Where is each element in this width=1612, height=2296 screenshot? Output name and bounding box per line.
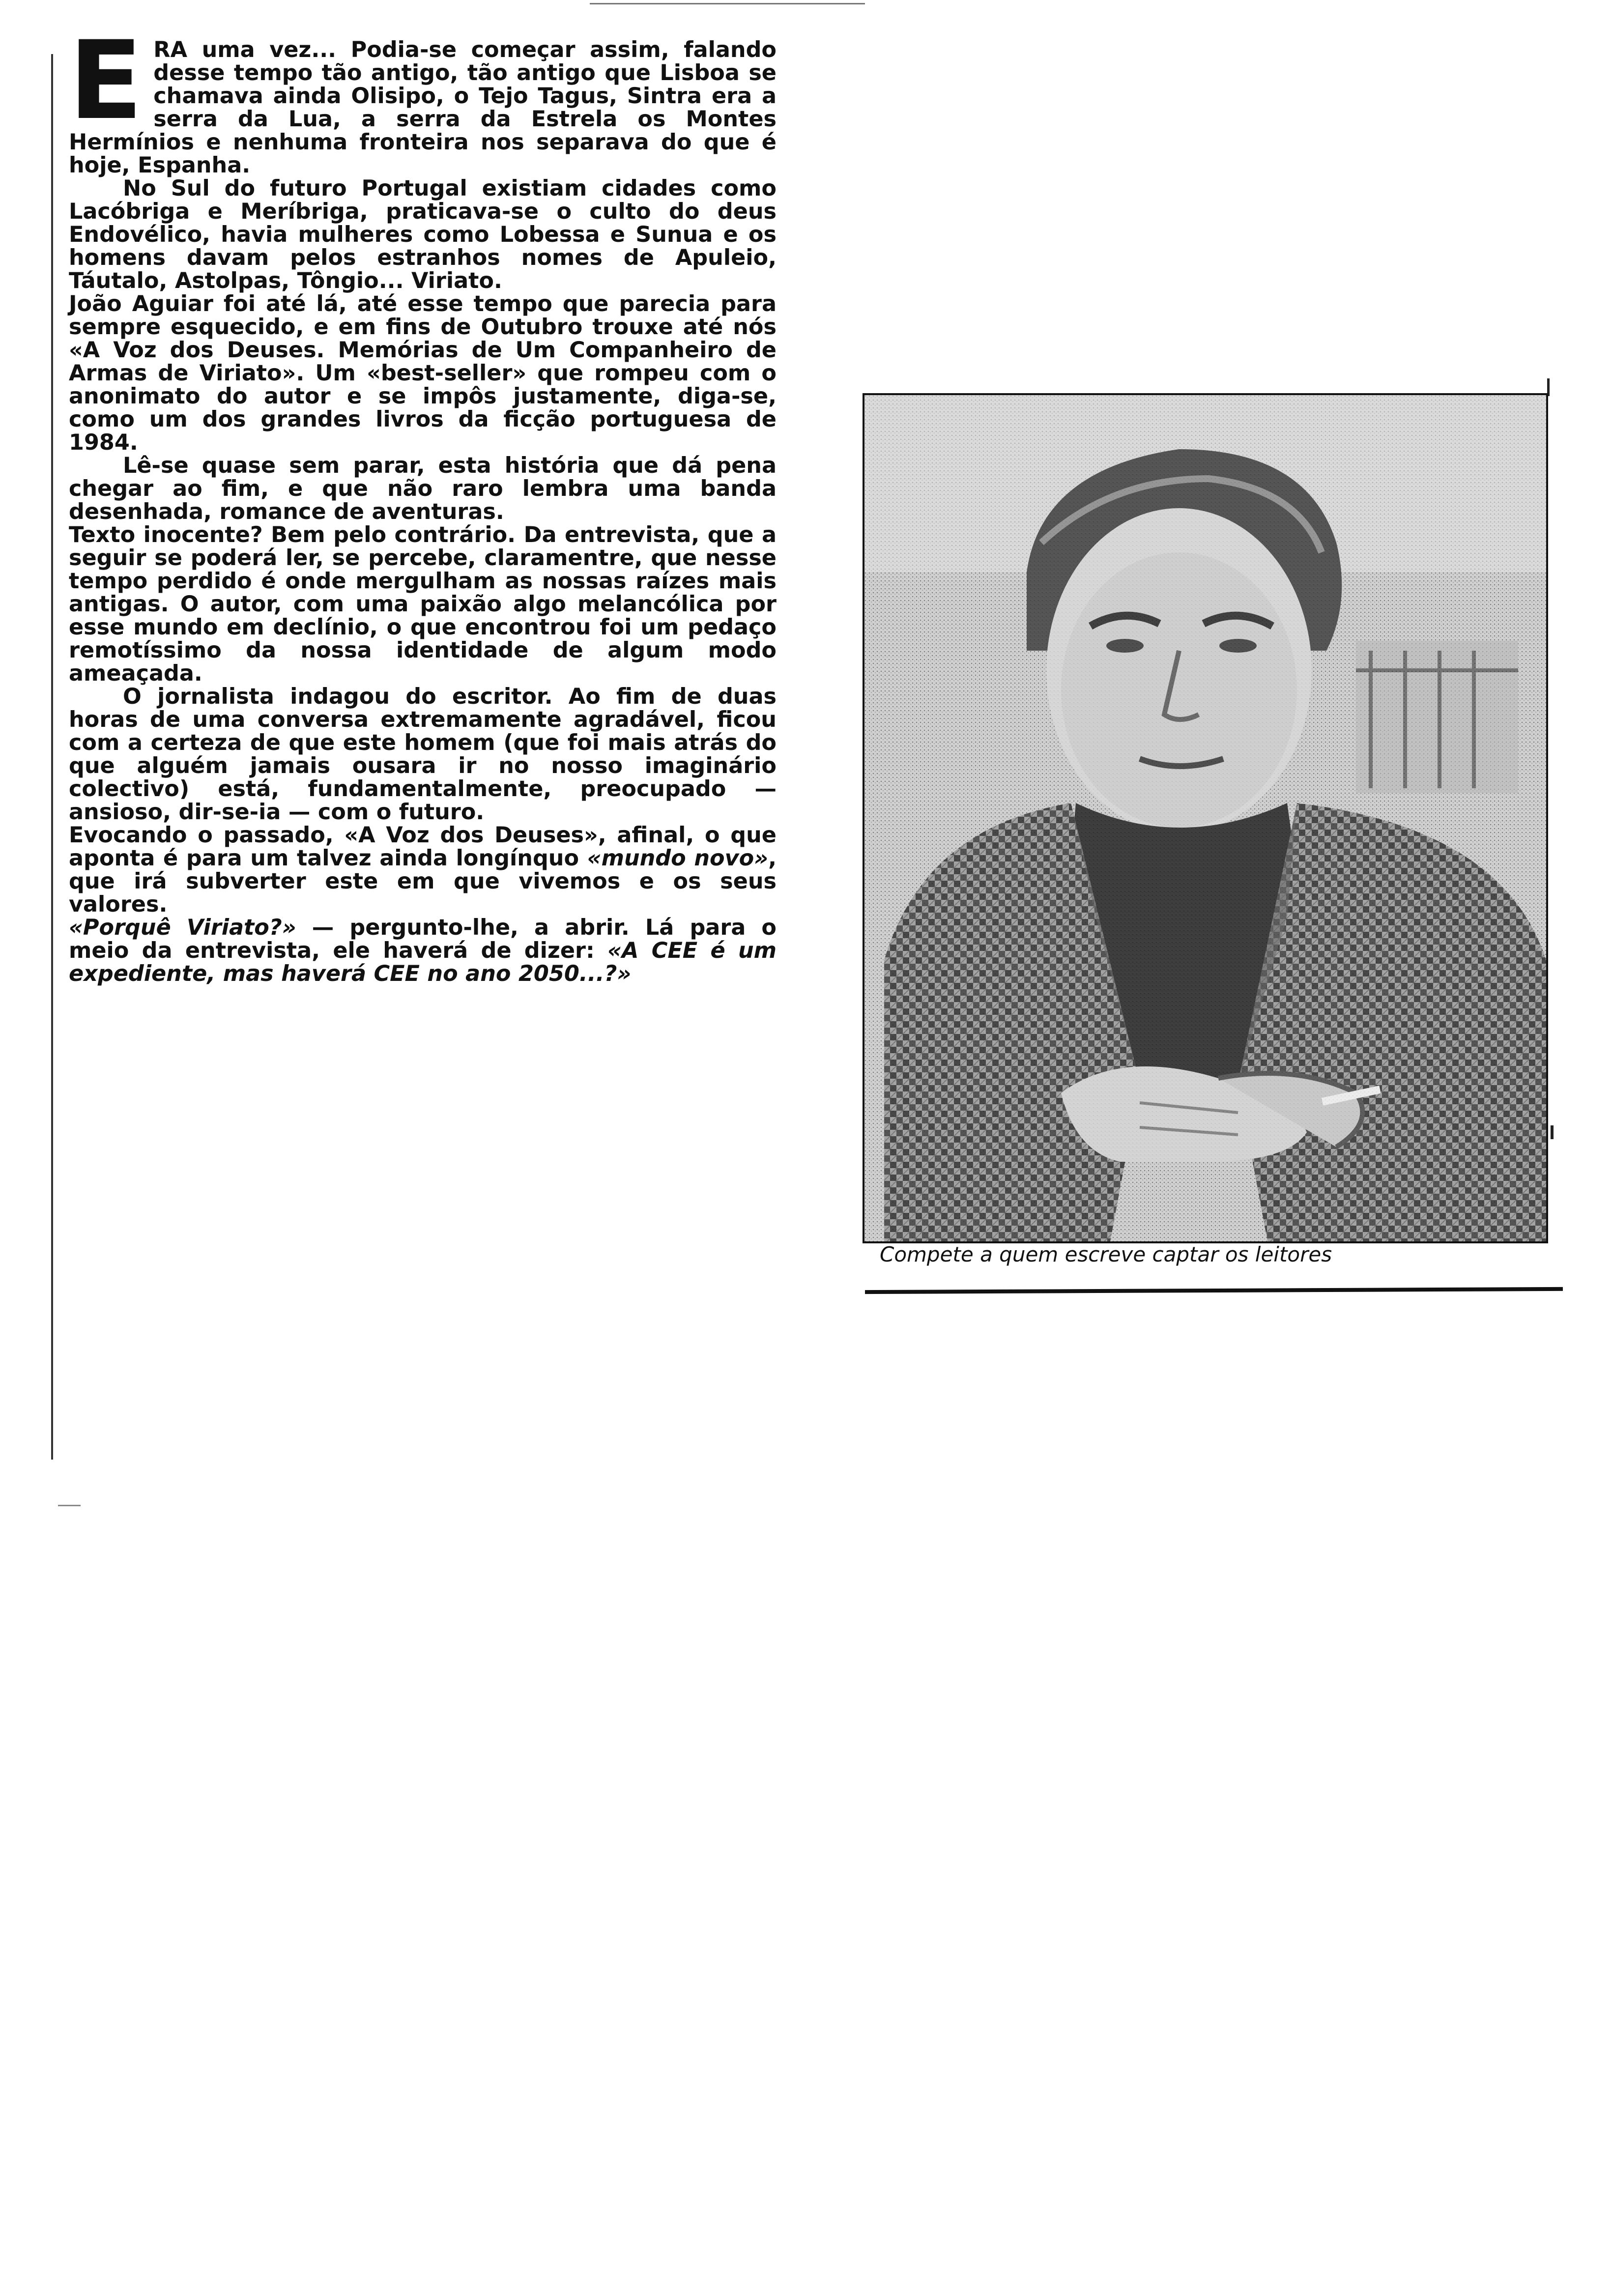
- caption-rule: [865, 1287, 1563, 1294]
- italic-run: «A CEE é um expediente, mas haverá CEE no ano 2050...?»: [69, 938, 777, 986]
- article-column: [69, 18, 777, 986]
- paragraph: [69, 824, 777, 916]
- intro-paragraph: [69, 18, 777, 178]
- author-photo: [863, 393, 1548, 1243]
- paragraph: O jornalista indagou do escritor. Ao fim de duas horas de uma conversa extremamente agradável, ficou com a certeza de que este homem (que foi mais atrás do que alguém jamais ousara ir no nosso imaginário colectivo) está, fundamentalmente, preocupado — ansioso, dir-se-ia — com o futuro.: [69, 684, 777, 825]
- photo-caption: Compete a quem escreve captar os leitores: [880, 1242, 1332, 1266]
- paragraph: Lê-se quase sem parar, esta história que dá pena chegar ao fim, e que não raro lembra uma banda desenhada, romance de aventuras.: [69, 453, 777, 524]
- paragraph: No Sul do futuro Portugal existiam cidades como Lacóbriga e Meríbriga, praticava-se o culto do deus Endovélico, havia mulheres como Lobessa e Sunua e os homens davam pelos estranhos nomes de Apuleio, Táutalo, Astolpas, Tôngio... Viriato.: [69, 176, 777, 293]
- italic-run: «Porquê Viriato?»: [69, 915, 296, 940]
- portrait-illustration: [864, 395, 1546, 1241]
- paragraph: João Aguiar foi até lá, até esse tempo que parecia para sempre esquecido, e em fins de Outubro trouxe até nós «A Voz dos Deuses. Memórias de Um Companheiro de Armas de Viriato». Um «best-seller» que rompeu com o anonimato do autor e se impôs justamente, diga-se, como um dos grandes livros da ficção portuguesa de 1984.: [69, 291, 777, 455]
- column-rule: [51, 54, 53, 1460]
- italic-run: «mundo novo»: [587, 846, 769, 871]
- scan-mark: [58, 1505, 81, 1506]
- text-run: — pergunto-lhe, a abrir. Lá para o meio da entrevista, ele haverá de dizer:: [69, 915, 777, 963]
- paragraph: [69, 916, 777, 985]
- paragraph: Texto inocente? Bem pelo contrário. Da entrevista, que a seguir se poderá ler, se percebe, claramentre, que nesse tempo perdido é onde mergulham as nossas raízes mais antigas. O autor, com uma paixão algo melancólica por esse mundo em declínio, o que encontrou foi um pedaço remotíssimo da nossa identidade de algum modo ameaçada.: [69, 522, 777, 686]
- drop-cap: E: [69, 18, 143, 144]
- intro-text: RA uma vez... Podia-se começar assim, falando desse tempo tão antigo, tão antigo que Lisboa se chamava ainda Olisipo, o Tejo Tagus, Sintra era a serra da Lua, a serra da Estrela os Montes Hermínios e nenhuma fronteira nos separava do que é hoje, Espanha.: [69, 37, 777, 178]
- text-run: , que irá subverter este em que vivemos e os seus valores.: [69, 846, 777, 917]
- scan-mark: [1551, 1125, 1554, 1139]
- top-rule: [590, 3, 865, 4]
- text-run: Evocando o passado, «A Voz dos Deuses», afinal, o que aponta é para um talvez ainda longínquo: [69, 823, 777, 871]
